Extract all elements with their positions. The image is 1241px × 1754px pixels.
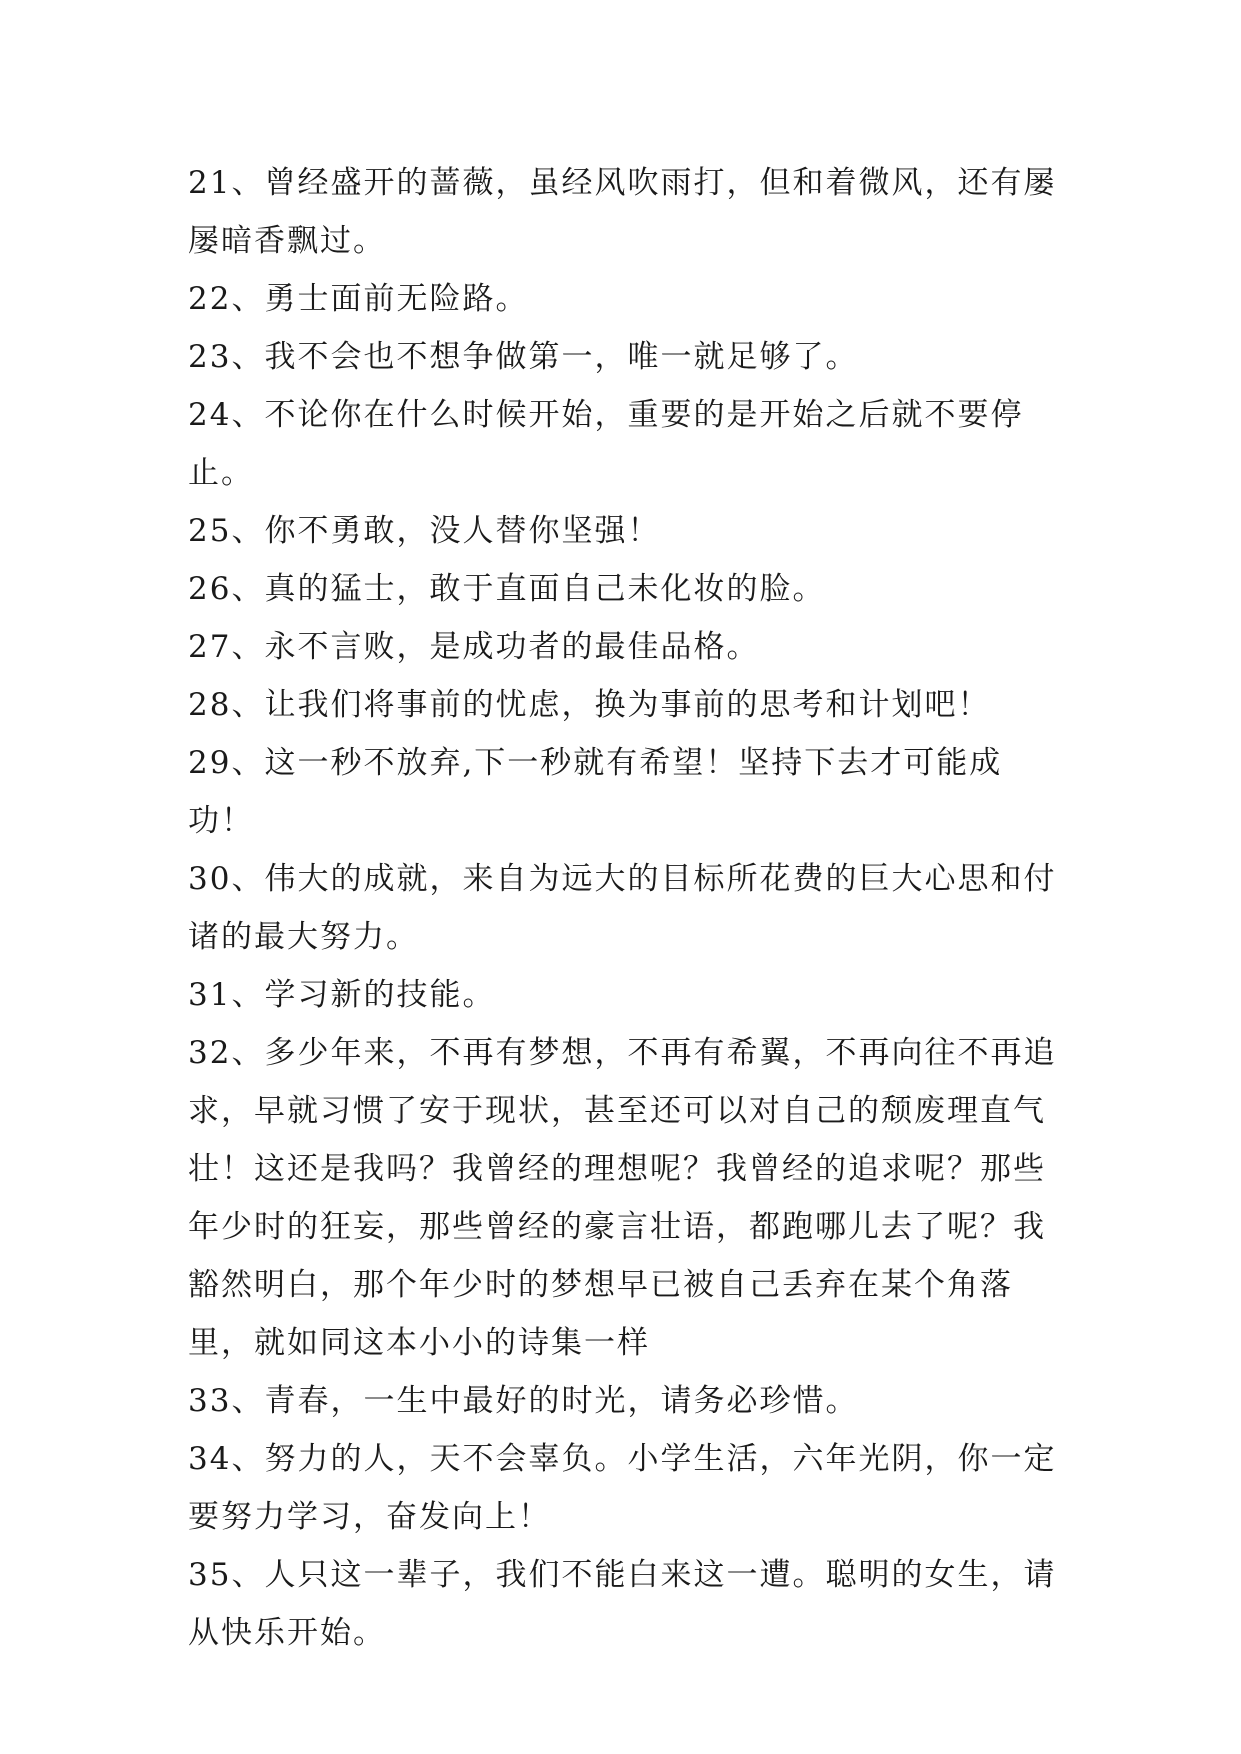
list-item: 30、伟大的成就，来自为远大的目标所花费的巨大心思和付诸的最大努力。: [188, 861, 1057, 955]
list-item: 31、学习新的技能。: [188, 977, 496, 1013]
list-item: 35、人只这一辈子，我们不能白来这一遭。聪明的女生，请从快乐开始。: [188, 1557, 1057, 1651]
list-item: 33、青春，一生中最好的时光，请务必珍惜。: [188, 1383, 859, 1419]
list-item: 25、你不勇敢，没人替你坚强！: [188, 513, 661, 549]
list-item: 29、这一秒不放弃,下一秒就有希望！坚持下去才可能成功！: [188, 745, 1003, 839]
list-item: 21、曾经盛开的蔷薇，虽经风吹雨打，但和着微风，还有屡屡暗香飘过。: [188, 165, 1057, 259]
list-item: 22、勇士面前无险路。: [188, 281, 529, 317]
list-item: 28、让我们将事前的忧虑，换为事前的思考和计划吧！: [188, 687, 991, 723]
list-item: 27、永不言败，是成功者的最佳品格。: [188, 629, 760, 665]
list-item: 34、努力的人，天不会辜负。小学生活，六年光阴，你一定要努力学习，奋发向上！: [188, 1441, 1057, 1535]
list-item: 24、不论你在什么时候开始，重要的是开始之后就不要停止。: [188, 397, 1024, 491]
list-item: 32、多少年来，不再有梦想，不再有希翼，不再向往不再追求，早就习惯了安于现状，甚至还可以对自己的颓废理直气壮！这还是我吗？我曾经的理想呢？我曾经的追求呢？那些年少时的狂妄，那些曾经的豪言壮语，都跑哪儿去了呢？我豁然明白，那个年少时的梦想早已被自己丢弃在某个角落里，就如同这本小小的诗集一样: [188, 1035, 1057, 1361]
list-item: 26、真的猛士，敢于直面自己未化妆的脸。: [188, 571, 826, 607]
document-body: [188, 154, 1068, 1662]
list-item: 23、我不会也不想争做第一，唯一就足够了。: [188, 339, 859, 375]
